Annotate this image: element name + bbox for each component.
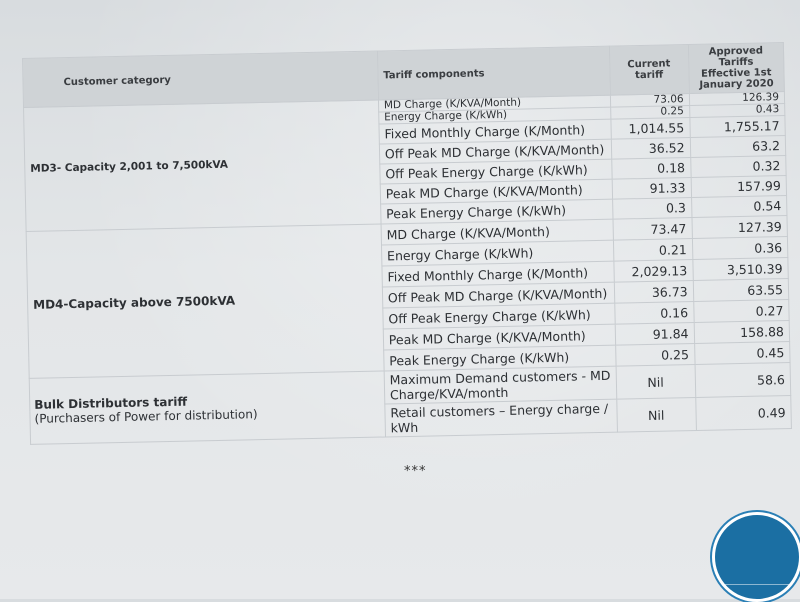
current-tariff-cell: Nil	[616, 364, 696, 399]
approved-tariff-cell: 0.43	[689, 104, 785, 118]
current-tariff-cell: 36.73	[614, 280, 693, 303]
header-current-tariff: Current tariff	[609, 45, 689, 96]
component-cell: Off Peak Energy Charge (K/kWh)	[383, 303, 615, 329]
current-tariff-cell: 0.21	[613, 239, 692, 262]
approved-tariff-cell: 3,510.39	[692, 258, 788, 281]
header-approved-line4: January 2020	[699, 78, 774, 91]
lt-logo	[712, 512, 800, 602]
header-tariff-components: Tariff components	[377, 46, 610, 100]
current-tariff-cell: Nil	[616, 397, 696, 432]
component-cell: Retail customers – Energy charge / kWh	[385, 399, 617, 437]
component-cell: MD Charge (K/KVA/Month)	[381, 219, 613, 245]
approved-tariff-cell: 0.45	[694, 341, 790, 364]
approved-tariff-cell: 0.32	[690, 156, 786, 178]
component-cell: Off Peak MD Charge (K/KVA/Month)	[382, 282, 614, 308]
category-bulk-distributors	[29, 371, 385, 444]
approved-tariff-cell: 158.88	[694, 320, 790, 343]
current-tariff-cell: 0.25	[615, 343, 694, 366]
approved-tariff-cell: 63.2	[690, 136, 786, 158]
section-separator: ***	[404, 464, 427, 479]
component-cell: Peak Energy Charge (K/kWh)	[380, 199, 612, 224]
current-tariff-cell: 91.33	[612, 178, 691, 200]
category-md3: MD3- Capacity 2,001 to 7,500kVA	[24, 100, 381, 231]
current-tariff-cell: 0.25	[610, 106, 689, 120]
header-approved-line2: Tariffs	[718, 56, 754, 69]
current-tariff-cell: 0.18	[611, 158, 690, 180]
approved-tariff-cell: 126.39	[689, 92, 785, 106]
component-cell: Peak MD Charge (K/KVA/Month)	[383, 324, 615, 350]
component-cell: Peak Energy Charge (K/kWh)	[384, 345, 616, 371]
current-tariff-cell: 91.84	[615, 322, 694, 345]
bulk-category-subtitle: (Purchasers of Power for distribution)	[34, 406, 258, 426]
approved-tariff-cell: 0.49	[695, 395, 791, 430]
current-tariff-cell: 0.16	[614, 301, 693, 324]
approved-tariff-cell: 0.54	[691, 196, 787, 218]
tariff-table	[22, 42, 792, 445]
approved-tariff-cell: 0.27	[693, 299, 789, 322]
header-approved-line1: Approved	[708, 45, 764, 58]
current-tariff-cell: 0.3	[612, 198, 691, 220]
approved-tariff-cell: 157.99	[691, 176, 787, 198]
header-customer-category: Customer category	[23, 51, 379, 107]
approved-tariff-cell: 58.6	[695, 362, 791, 397]
current-tariff-cell: 73.06	[610, 94, 689, 108]
component-cell: Fixed Monthly Charge (K/Month)	[382, 261, 614, 287]
current-tariff-cell: 2,029.13	[614, 260, 693, 283]
bulk-category-title: Bulk Distributors tariff	[34, 394, 188, 412]
approved-tariff-cell: 0.36	[692, 237, 788, 260]
component-cell: Off Peak MD Charge (K/KVA/Month)	[379, 139, 611, 164]
approved-tariff-cell: 127.39	[692, 216, 788, 239]
current-tariff-cell: 36.52	[611, 138, 690, 160]
component-cell: Energy Charge (K/kWh)	[379, 107, 611, 124]
current-tariff-cell: 73.47	[613, 218, 692, 241]
component-cell: Maximum Demand customers - MD Charge/KVA/month	[384, 366, 616, 404]
header-approved-tariffs	[688, 43, 784, 94]
approved-tariff-cell: 1,755.17	[690, 116, 786, 138]
current-tariff-cell: 1,014.55	[611, 118, 690, 140]
component-cell: Energy Charge (K/kWh)	[381, 240, 613, 266]
component-cell: MD Charge (K/KVA/Month)	[378, 95, 610, 112]
component-cell: Off Peak Energy Charge (K/kWh)	[380, 159, 612, 184]
approved-tariff-cell: 63.55	[693, 279, 789, 302]
component-cell: Peak MD Charge (K/KVA/Month)	[380, 179, 612, 204]
category-md4: MD4-Capacity above 7500kVA	[26, 224, 384, 378]
component-cell: Fixed Monthly Charge (K/Month)	[379, 119, 611, 144]
header-approved-line3: Effective 1st	[701, 67, 772, 80]
